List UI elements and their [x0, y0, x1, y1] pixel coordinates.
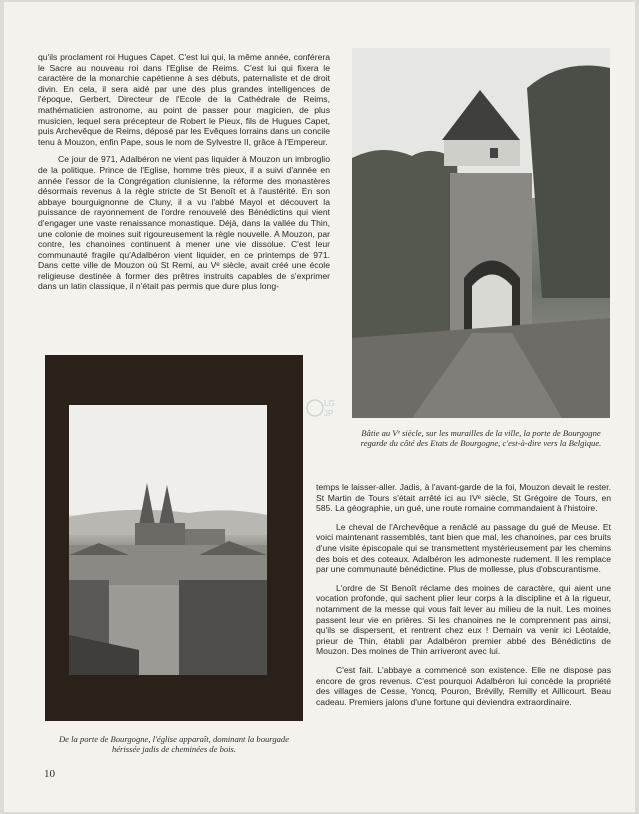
page-number: 10: [44, 768, 55, 780]
paragraph: Ce jour de 971, Adalbéron ne vient pas liquider à Mouzon un imbroglio de la politique. Prince de l'Eglise, homme très pieux, il a suivi d'année en année l'essor de la Congrégation clunisienne, la réforme des monastères désormais revenus à la règle stricte de St Benoît et à l'austérité. En son abbaye bourguignonne de Cluny, il a vu l'abbé Mayol et découvert la puissance de rayonnement de l'ordre renouvelé des Bénédictins qui vient d'engager une vaste renaissance monastique. Déjà, dans la vallée du Thin, une colonie de moines suit rigoureusement la règle nouvelle. A Mouzon, par contre, les chanoines continuent à mener une vie dissolue. C'est leur communauté fragile qu'Adalbéron vient liquider, en ce printemps de 971. Dans cette ville de Mouzon où St Remi, au Vᵉ siècle, avait créé une école religieuse destinée à former des prêtres instruits capables de s'exprimer dans un latin classique, il n'était pas permis que dure plus long-: [38, 154, 330, 292]
caption-porte: Bâtie au Vᵉ siècle, sur les murailles de la ville, la porte de Bourgogne regarde du côté des Etats de Bourgogne, c'est-à-dire vers la Belgique.: [360, 428, 602, 449]
caption-eglise: De la porte de Bourgogne, l'église apparaît, dominant la bourgade hérissée jadis de cheminées de bois.: [58, 734, 290, 755]
page: [4, 2, 635, 812]
paragraph: Le cheval de l'Archevêque a renâclé au passage du gué de Meuse. Et voici maintenant rassemblés, tant bien que mal, les chanoines, par ces bruits d'une visite épiscopale qui se transmettent mystérieusement par les chemins des bois et des coteaux. Adalbéron les admoneste rudement. Il les remplace par une communauté bénédictine. Plus de mollesse, plus d'obscurantisme.: [316, 521, 611, 575]
left-text-column: [38, 52, 330, 299]
photo-frame-eglise: [45, 355, 303, 721]
paragraph: temps le laisser-aller. Jadis, à l'avant-garde de la foi, Mouzon devait le rester. St Martin de Tours s'était arrêté ici au IVᵉ siècle, St Grégoire de Tours, en 585. La géographie, un gué, une route romaine commandaient à l'histoire.: [316, 482, 611, 514]
right-text-column: [316, 482, 611, 715]
svg-text:LG: LG: [324, 399, 335, 408]
photo-porte-de-bourgogne: [352, 48, 610, 418]
photo-eglise: [69, 405, 267, 675]
svg-text:JP: JP: [324, 409, 334, 418]
stamp-logo: [306, 396, 344, 420]
paragraph: qu'ils proclament roi Hugues Capet. C'est lui qui, la même année, conférera le Sacre au nouveau roi dans l'Eglise de Reims. C'est lui qui fixera le caractère de la monarchie capétienne à ses débuts, paternaliste et de droit divin. En cela, il sera aidé par une des plus grandes intelligences de l'époque, Gerbert, Directeur de l'Ecole de la Cathédrale de Reims, mathématicien astronome, au point de passer pour magicien, de plus musicien, lequel sera précepteur de Robert le Pieux, fils de Hugues Capet, puis Archevêque de Reims, déposé par les Evêques lorrains dans un concile tenu à Mouzon, enfin Pape, sous le nom de Sylvestre II, grâce à l'Empereur.: [38, 52, 330, 147]
paragraph: L'ordre de St Benoît réclame des moines de caractère, qui aient une vocation profonde, qui sachent plier leur corps à la discipline et à la rigueur, notamment de la messe qui vous fait lever au milieu de la nuit. Les moines passent leur vie en prières. Si les chanoines ne le comprennent pas ainsi, qu'ils se dispersent, et rentrent chez eux ! Demain va venir ici Léotalde, prieur de Thin, établi par Adalbéron premier abbé des Bénédictins de Mouzon. Des moines de Thin arriveront avec lui.: [316, 582, 611, 657]
paragraph: C'est fait. L'abbaye a commencé son existence. Elle ne dispose pas encore de gros revenus. C'est pourquoi Adalbéron lui concède la propriété des villages de Cesse, Yoncq, Pouron, Brévilly, Remilly et Aillicourt. Beau cadeau. Premiers jalons d'une fortune qui deviendra extraordinaire.: [316, 664, 611, 707]
